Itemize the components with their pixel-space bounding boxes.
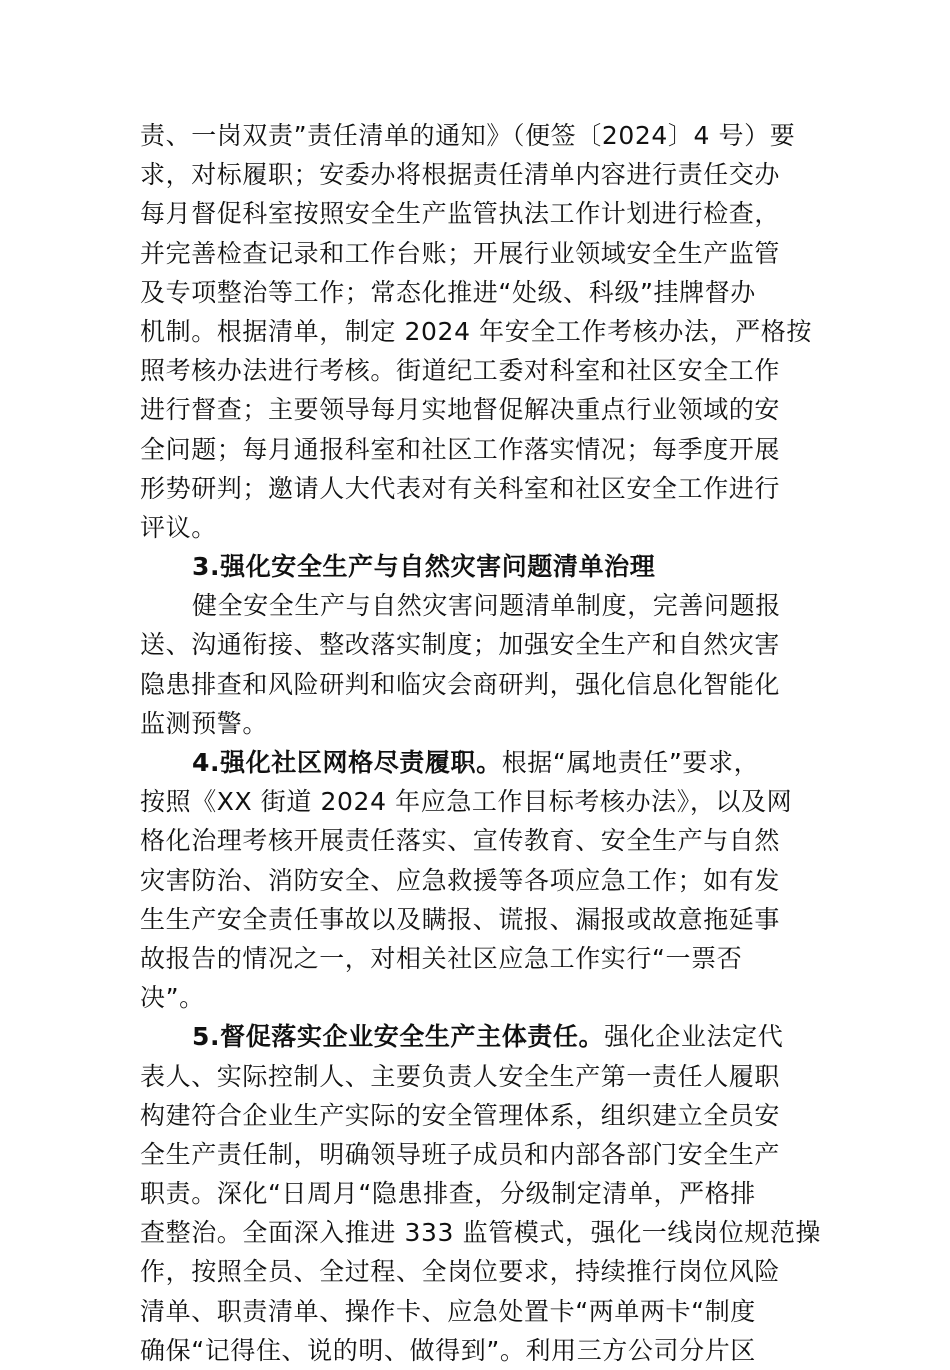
text-line xyxy=(140,234,810,273)
line-text: 清单、职责清单、操作卡、应急处置卡“两单两卡“制度 xyxy=(140,1296,756,1326)
line-text: 故报告的情况之一，对相关社区应急工作实行“一票否 xyxy=(140,943,743,973)
section-heading: 5.督促落实企业安全生产主体责任。 xyxy=(192,1022,605,1052)
line-text: 及专项整治等工作；常态化推进“处级、科级”挂牌督办 xyxy=(140,277,756,307)
line-text: 构建符合企业生产实际的安全管理体系，组织建立全员安 xyxy=(140,1100,781,1130)
line-text: 强化企业法定代 xyxy=(604,1022,784,1052)
text-line xyxy=(140,273,810,312)
text-line xyxy=(140,469,810,508)
text-line xyxy=(140,665,810,704)
text-line xyxy=(140,1252,810,1291)
text-line xyxy=(140,155,810,194)
text-line xyxy=(140,1057,810,1096)
text-line xyxy=(140,1174,810,1213)
line-text: 照考核办法进行考核。街道纪工委对科室和社区安全工作 xyxy=(140,356,781,386)
line-text: 全问题；每月通报科室和社区工作落实情况；每季度开展 xyxy=(140,434,781,464)
document-body xyxy=(140,116,822,1370)
line-text: 并完善检查记录和工作台账；开展行业领域安全生产监管 xyxy=(140,238,781,268)
text-line xyxy=(140,1331,810,1370)
text-line xyxy=(140,1096,810,1135)
text-line xyxy=(140,978,810,1017)
text-line xyxy=(140,312,810,351)
text-line xyxy=(140,351,810,390)
text-line xyxy=(140,939,810,978)
line-text: 灾害防治、消防安全、应急救援等各项应急工作；如有发 xyxy=(140,865,781,895)
line-text: 确保“记得住、说的明、做得到”。利用三方公司分片区 xyxy=(140,1335,756,1365)
text-line xyxy=(140,782,810,821)
line-text: 按照《XX 街道 2024 年应急工作目标考核办法》，以及网 xyxy=(140,787,793,817)
line-text: 根据“属地责任”要求， xyxy=(501,748,760,777)
text-line xyxy=(140,430,810,469)
line-text: 进行督查；主要领导每月实地督促解决重点行业领域的安 xyxy=(140,395,781,425)
line-text: 评议。 xyxy=(140,512,217,542)
line-text: 全生产责任制，明确领导班子成员和内部各部门安全生产 xyxy=(140,1139,781,1169)
line-text: 生生产安全责任事故以及瞒报、谎报、漏报或故意拖延事 xyxy=(140,904,781,934)
line-text: 求，对标履职；安委办将根据责任清单内容进行责任交办 xyxy=(140,160,781,190)
text-line xyxy=(140,821,810,860)
section-heading: 3.强化安全生产与自然灾害问题清单治理 xyxy=(192,552,656,582)
line-text: 每月督促科室按照安全生产监管执法工作计划进行检查， xyxy=(140,199,781,229)
line-text: 健全安全生产与自然灾害问题清单制度，完善问题报 xyxy=(192,591,781,621)
text-line xyxy=(140,743,810,782)
line-text: 送、沟通衔接、整改落实制度；加强安全生产和自然灾害 xyxy=(140,630,781,660)
line-text: 决”。 xyxy=(140,983,205,1013)
line-text: 作，按照全员、全过程、全岗位要求，持续推行岗位风险 xyxy=(140,1257,781,1287)
section-heading: 4.强化社区网格尽责履职。 xyxy=(192,748,502,777)
text-line xyxy=(140,1292,810,1331)
line-text: 监测预警。 xyxy=(140,708,269,738)
text-line xyxy=(140,194,810,233)
text-line xyxy=(140,1135,810,1174)
line-text: 形势研判；邀请人大代表对有关科室和社区安全工作进行 xyxy=(140,473,781,503)
text-line xyxy=(140,625,810,664)
text-line xyxy=(140,1213,822,1252)
line-text: 职责。深化“日周月“隐患排查，分级制定清单，严格排 xyxy=(140,1179,756,1209)
text-line xyxy=(140,390,810,429)
line-text: 格化治理考核开展责任落实、宣传教育、安全生产与自然 xyxy=(140,826,781,856)
text-line xyxy=(140,900,810,939)
text-line xyxy=(140,704,810,743)
text-line xyxy=(140,116,810,155)
text-line xyxy=(140,547,810,586)
text-line xyxy=(140,861,810,900)
line-text: 责、一岗双责”责任清单的通知》（便签〔2024〕4 号）要 xyxy=(140,121,796,150)
line-text: 表人、实际控制人、主要负责人安全生产第一责任人履职 xyxy=(140,1061,781,1091)
text-line xyxy=(140,508,810,547)
line-text: 隐患排查和风险研判和临灾会商研判，强化信息化智能化 xyxy=(140,669,781,699)
line-text: 机制。根据清单，制定 2024 年安全工作考核办法，严格按 xyxy=(140,316,812,346)
line-text: 查整治。全面深入推进 333 监管模式，强化一线岗位规范操 xyxy=(140,1218,822,1248)
text-line xyxy=(140,586,810,625)
text-line xyxy=(140,1017,810,1056)
